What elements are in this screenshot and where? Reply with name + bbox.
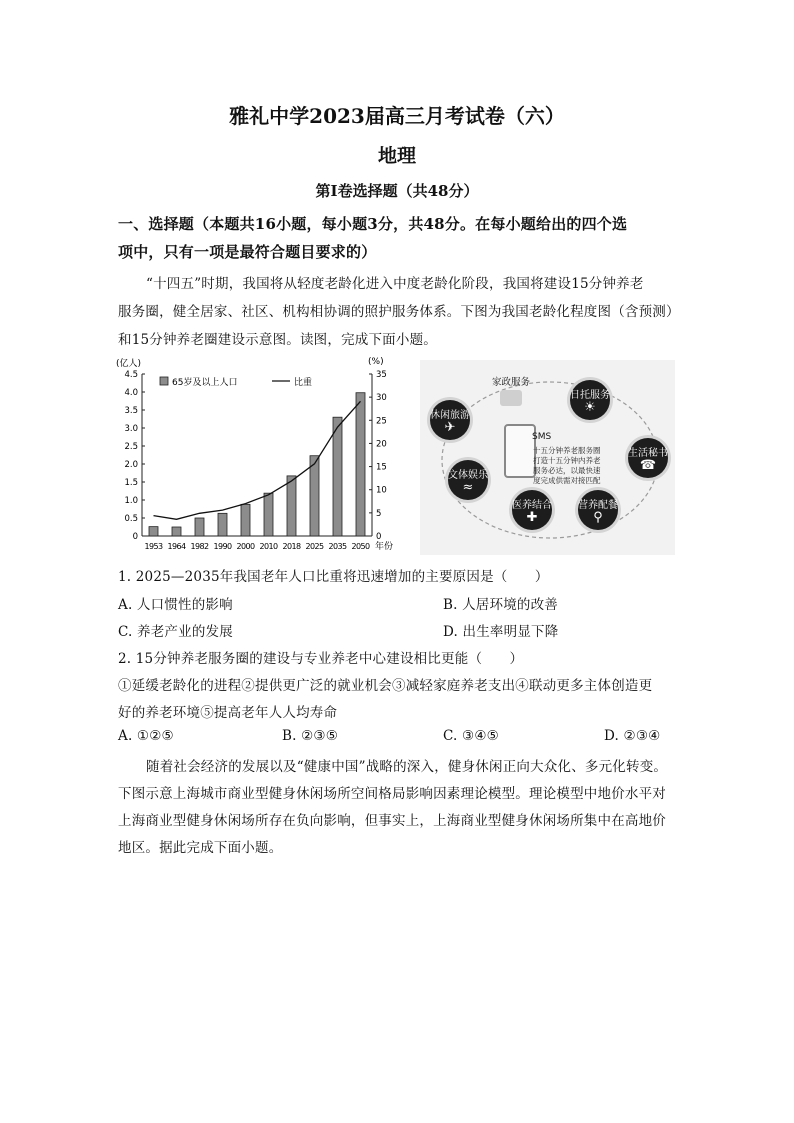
q1-option-b: B. 人居环境的改善 xyxy=(443,597,559,613)
aging-chart xyxy=(112,352,412,557)
q2-statements-line2: 好的养老环境⑤提高老年人人均寿命 xyxy=(118,705,338,721)
bar xyxy=(310,456,319,536)
node-nutrition-label: 营养配餐 xyxy=(578,499,618,511)
left-tick-label: 1.0 xyxy=(124,496,138,506)
right-tick-label: 30 xyxy=(376,393,387,404)
x-tick-label: 1982 xyxy=(190,542,209,551)
bar xyxy=(287,476,296,536)
subject-title: 地理 xyxy=(377,145,416,167)
bar xyxy=(356,393,365,536)
node-medical xyxy=(512,490,552,530)
node-nutrition xyxy=(578,490,618,530)
x-tick-label: 1964 xyxy=(167,542,186,551)
node-medical-label: 医养结合 xyxy=(512,499,552,511)
x-tick-label: 2010 xyxy=(259,542,278,551)
legend-bar-label: 65岁及以上人口 xyxy=(172,378,238,388)
elderly-care-diagram xyxy=(420,360,675,555)
x-tick-label: 1990 xyxy=(213,542,232,551)
right-axis-unit: (%) xyxy=(368,357,384,367)
x-tick-label: 2025 xyxy=(305,542,324,551)
q2-statements-line1: ①延缓老龄化的进程②提供更广泛的就业机会③减轻家庭养老支出④联动更多主体创造更 xyxy=(118,678,653,694)
bar xyxy=(195,518,204,536)
left-tick-label: 2.0 xyxy=(124,460,138,470)
q2-option-d: D. ②③④ xyxy=(604,728,661,744)
right-tick-label: 10 xyxy=(376,485,387,496)
passage1-line2: 服务圈，健全居家、社区、机构相协调的照护服务体系。下图为我国老龄化程度图（含预测） xyxy=(118,304,680,320)
bar xyxy=(218,513,227,536)
legend-line-label: 比重 xyxy=(294,378,313,388)
center-text-line: 服务必达，以最快速 xyxy=(533,466,601,475)
q1-option-d: D. 出生率明显下降 xyxy=(443,624,559,640)
section-heading-line1: 一、选择题（本题共16小题，每小题3分，共48分。在每小题给出的四个选 xyxy=(118,215,628,233)
bar xyxy=(264,493,273,536)
node-leisure-travel xyxy=(430,400,470,440)
x-tick-label: 2035 xyxy=(328,542,347,551)
node-housekeeping-label: 家政服务 xyxy=(492,377,531,388)
right-tick-label: 35 xyxy=(376,370,387,380)
right-tick-label: 15 xyxy=(376,462,387,473)
legend-bar-swatch xyxy=(160,377,168,385)
swim-icon: ≈ xyxy=(462,479,474,495)
passage2-line1: 随着社会经济的发展以及“健康中国”战略的深入，健身休闲正向大众化、多元化转变。 xyxy=(146,759,668,775)
x-tick-label: 2050 xyxy=(351,542,370,551)
left-tick-label: 4.0 xyxy=(124,388,138,398)
node-daycare xyxy=(570,380,610,420)
x-axis-unit: 年份 xyxy=(375,542,394,552)
section-heading-line2: 项中，只有一项是最符合题目要求的） xyxy=(118,243,377,261)
right-tick-label: 0 xyxy=(376,532,382,542)
node-daycare-label: 日托服务 xyxy=(570,389,610,401)
left-tick-label: 0.5 xyxy=(124,514,138,524)
passage2-line4: 地区。据此完成下面小题。 xyxy=(118,840,283,856)
left-tick-label: 0 xyxy=(132,532,138,542)
q1-option-c: C. 养老产业的发展 xyxy=(118,624,233,640)
sun-icon: ☀ xyxy=(584,399,596,415)
house-icon xyxy=(500,390,522,406)
left-tick-label: 3.5 xyxy=(124,406,138,416)
right-tick-label: 5 xyxy=(376,508,382,519)
q2-stem: 2. 15分钟养老服务圈的建设与专业养老中心建设相比更能（ ） xyxy=(118,651,524,667)
sms-label: SMS xyxy=(532,432,552,442)
right-tick-label: 20 xyxy=(376,439,387,450)
node-recreation xyxy=(448,460,488,500)
bar xyxy=(149,527,158,536)
node-life-secretary xyxy=(628,438,668,478)
ratio-line xyxy=(154,401,361,519)
left-tick-label: 3.0 xyxy=(124,424,138,434)
passage1-line1: “十四五”时期，我国将从轻度老龄化进入中度老龄化阶段，我国将建设15分钟养老 xyxy=(146,276,644,292)
left-tick-label: 2.5 xyxy=(124,442,138,452)
q2-option-b: B. ②③⑤ xyxy=(282,728,339,744)
q2-option-c: C. ③④⑤ xyxy=(443,728,499,744)
bar xyxy=(241,504,250,536)
passage2-line3: 上海商业型健身休闲场所存在负向影响，但事实上，上海商业型健身休闲场所集中在高地价 xyxy=(118,813,666,829)
center-text-line: 打造十五分钟内养老 xyxy=(533,456,601,465)
x-tick-label: 1953 xyxy=(144,542,163,551)
medical-icon: ✚ xyxy=(526,509,538,525)
center-description xyxy=(533,446,601,486)
left-axis-unit: (亿人) xyxy=(116,359,142,369)
q2-option-a: A. ①②⑤ xyxy=(118,728,174,744)
q1-stem: 1. 2025—2035年我国老年人口比重将迅速增加的主要原因是（ ） xyxy=(118,569,549,585)
x-tick-label: 2000 xyxy=(236,542,255,551)
left-tick-label: 4.5 xyxy=(124,370,138,380)
bar xyxy=(333,417,342,536)
node-recreation-label: 文体娱乐 xyxy=(448,469,488,481)
headset-icon: ☎ xyxy=(639,457,657,473)
bar xyxy=(172,527,181,536)
plane-icon: ✈ xyxy=(444,419,456,435)
node-life-secretary-label: 生活秘书 xyxy=(628,447,668,459)
exam-title: 雅礼中学2023届高三月考试卷（六） xyxy=(229,104,565,128)
cutlery-icon: ⚲ xyxy=(593,509,603,525)
left-tick-label: 1.5 xyxy=(124,478,138,488)
passage1-line3: 和15分钟养老圈建设示意图。读图，完成下面小题。 xyxy=(118,332,437,348)
node-leisure-travel-label: 休闲旅游 xyxy=(430,409,470,421)
x-tick-label: 2018 xyxy=(282,542,301,551)
center-text-line: 度完成供需对接匹配 xyxy=(533,476,601,485)
q1-option-a: A. 人口惯性的影响 xyxy=(118,597,233,613)
center-text-line: 十五分钟养老服务圈 xyxy=(533,446,601,455)
part-heading: 第Ⅰ卷选择题（共48分） xyxy=(315,182,479,200)
passage2-line2: 下图示意上海城市商业型健身休闲场所空间格局影响因素理论模型。理论模型中地价水平对 xyxy=(118,786,666,802)
right-tick-label: 25 xyxy=(376,416,387,427)
